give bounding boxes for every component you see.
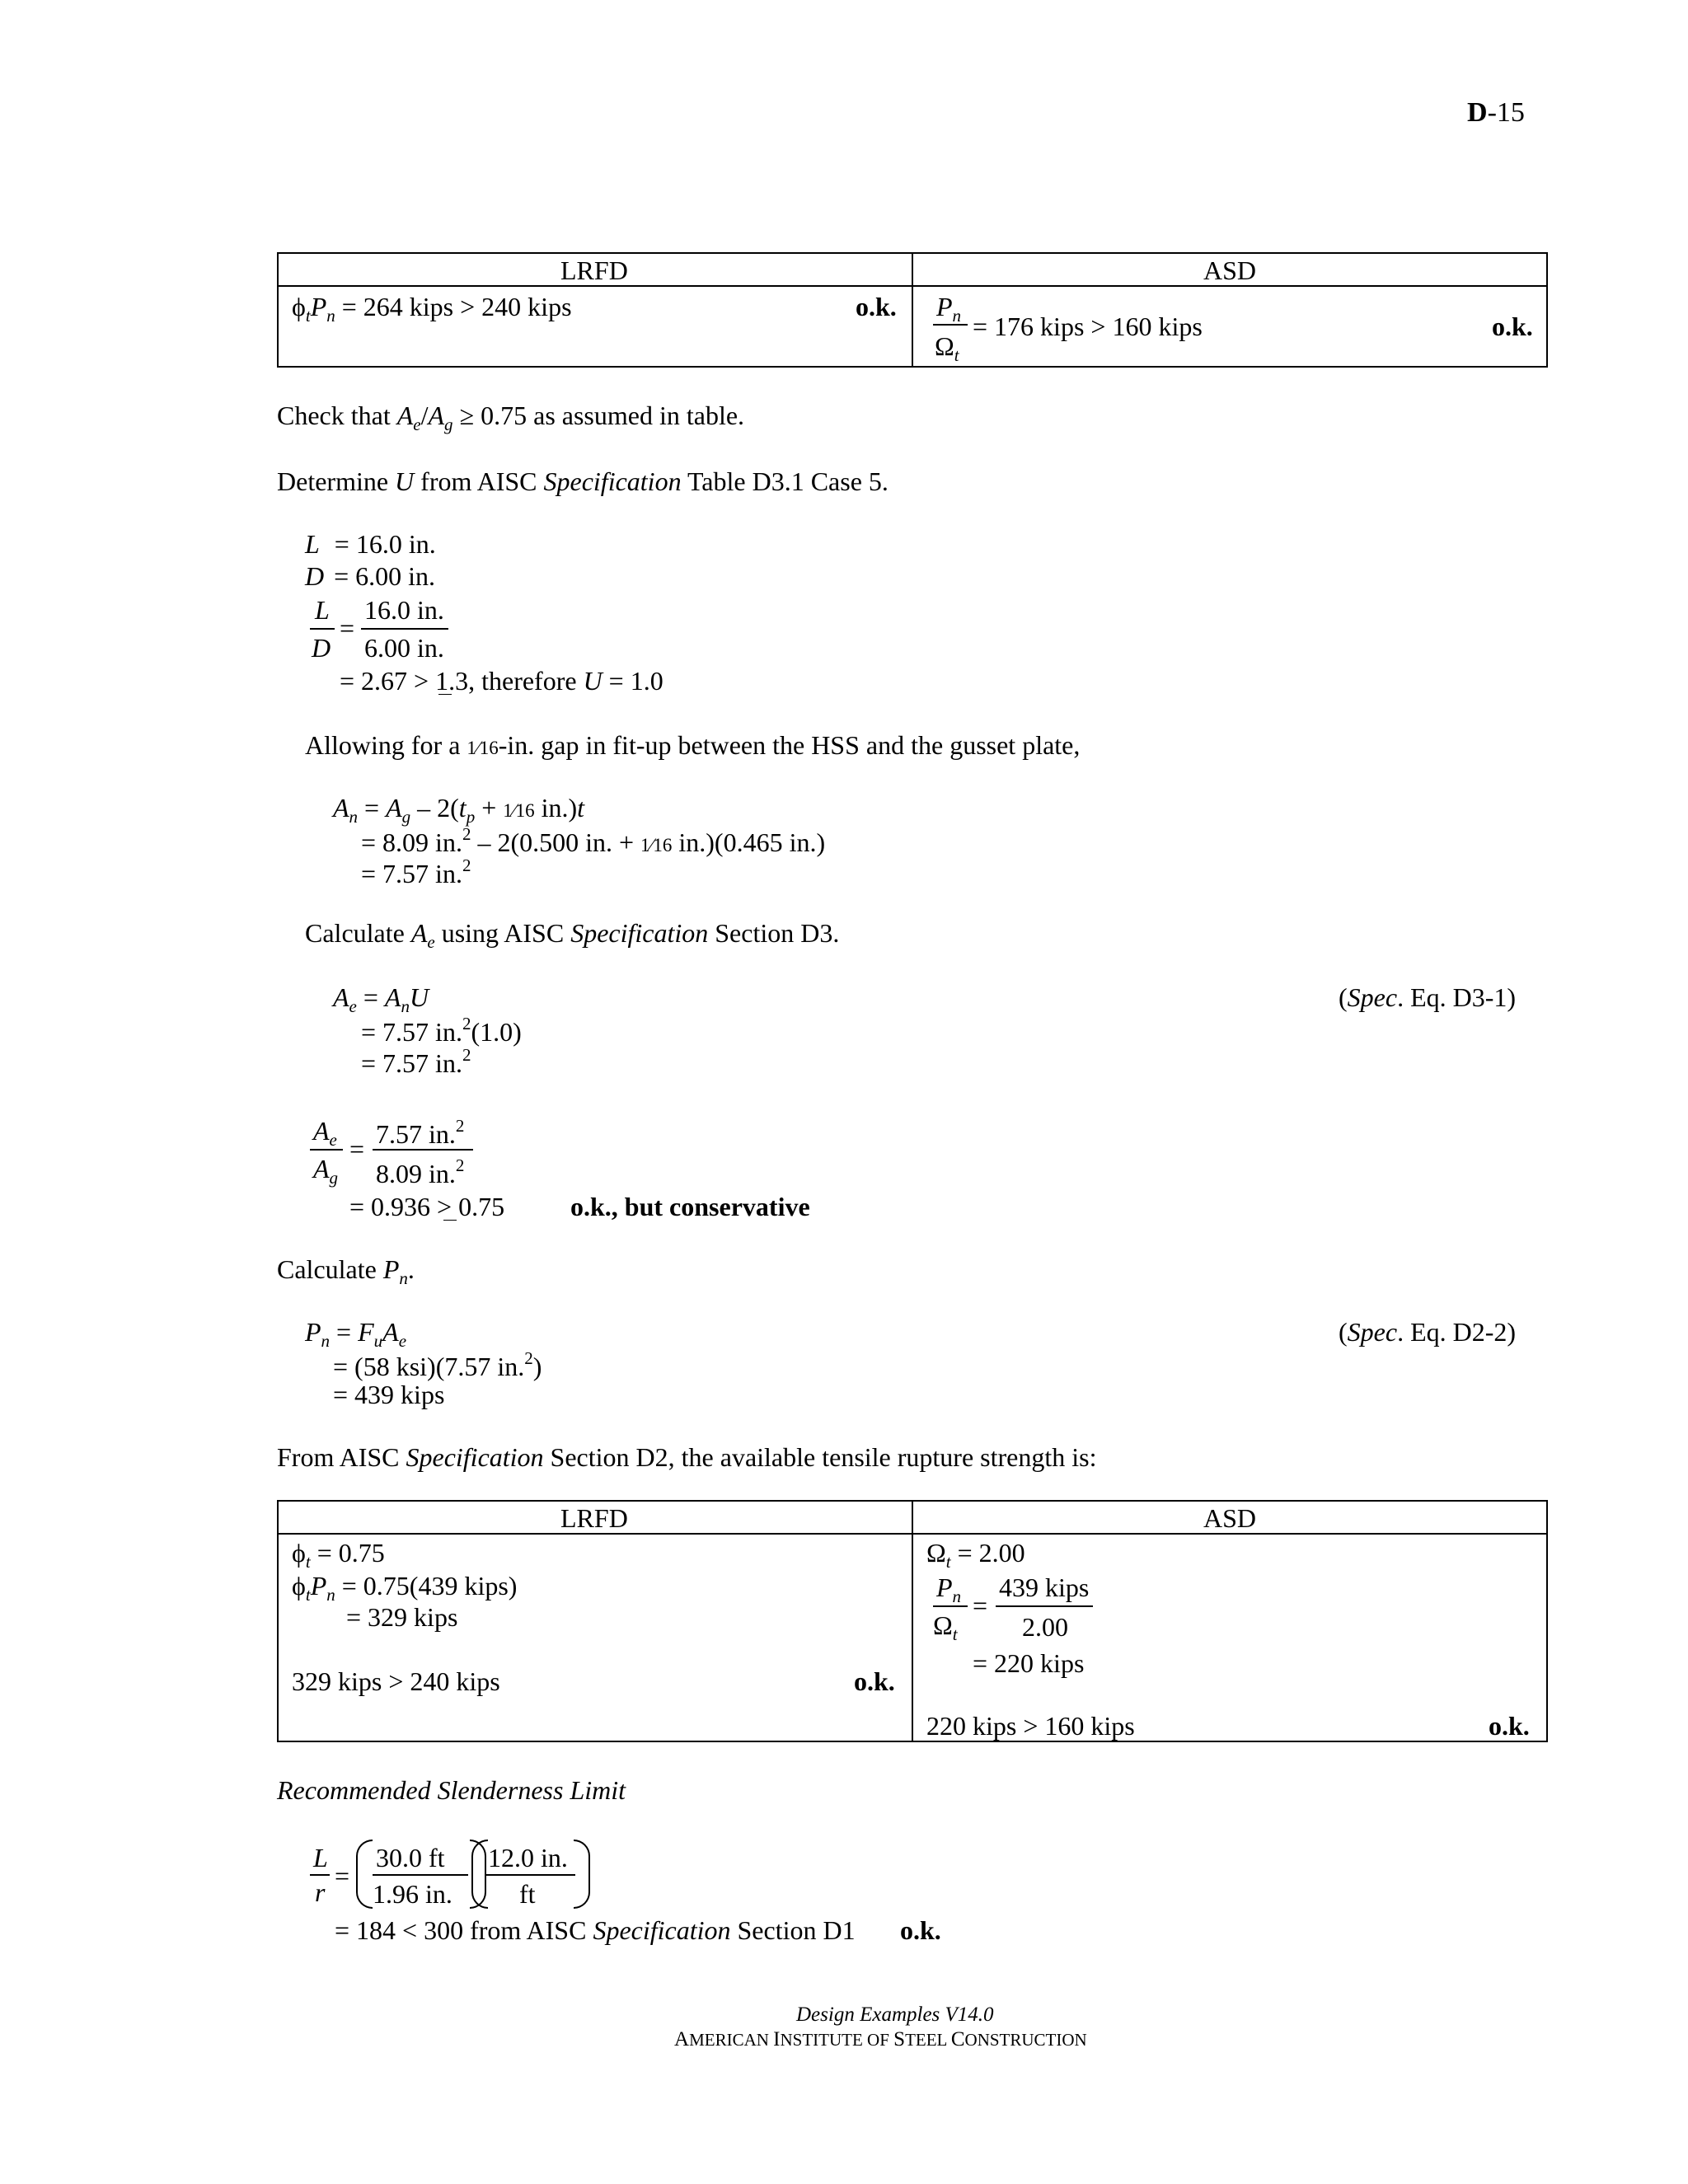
table2-asd-frac-num-left: $P_n$ <box>936 1572 962 1606</box>
page-number: D-15 <box>1467 97 1525 128</box>
ratio-fraction-bar-left <box>310 1149 343 1151</box>
pn-eq-line1: $P_n = F_uA_e$ <box>305 1317 407 1351</box>
ratio-frac-den-left: $A_g$ <box>313 1154 339 1188</box>
table1-asd-frac-num: $P_n$ <box>936 292 962 326</box>
paren2-numerator: 12.0 in. <box>488 1843 568 1872</box>
table1-lrfd-result: $\phi_tP_n = 264$ kips > 240 kips <box>292 292 572 326</box>
ratio-frac-num-left: $A_e$ <box>313 1116 337 1150</box>
ld-ratio-result: = 2.67 > 1.3, therefore U = 1.0 <box>340 666 663 696</box>
diameter-d-line: D = 6.00 in. <box>305 561 436 591</box>
ld-fraction-bar-left <box>310 628 335 630</box>
net-area-eq-line1: $A_n = A_g - 2(t_p$ + 1⁄16 in.)t <box>333 793 585 827</box>
ratio-result: = 0.936 > 0.75 <box>349 1192 505 1221</box>
slenderness-ok: o.k. <box>900 1915 941 1945</box>
ratio-fraction-bar-right <box>373 1149 473 1151</box>
slenderness-heading: Recommended Slenderness Limit <box>277 1775 626 1805</box>
spec-eq-d3-1: (Spec. Eq. D3-1) <box>1339 982 1517 1012</box>
net-area-eq-line3: = 7.57 in.$^2$ <box>361 855 471 888</box>
ld-numerator: 16.0 in. <box>364 595 444 625</box>
gap-allowance-text: Allowing for a 1⁄16-in. gap in fit-up between the HSS and the gusset plate, <box>305 730 1081 760</box>
pn-eq-line2: = (58 ksi)(7.57 in.$^2$) <box>333 1348 542 1381</box>
table1-header-asd: ASD <box>1203 255 1257 285</box>
table2-asd-denominator: 2.00 <box>1022 1612 1068 1642</box>
check-ratio-text: Check that $A_e/A_g \ge 0.75$ as assumed in table. <box>277 401 745 434</box>
ratio-denominator: 8.09 in.$^2$ <box>376 1155 465 1188</box>
footer-title: Design Examples V14.0 <box>796 2004 994 2026</box>
from-aisc-text: From AISC Specification Section D2, the available tensile rupture strength is: <box>277 1442 1097 1472</box>
paren2-denominator: ft <box>519 1879 536 1909</box>
table2-asd-bar-right <box>996 1605 1093 1607</box>
ld-denominator: 6.00 in. <box>364 633 444 663</box>
lr-frac-num: L <box>313 1843 328 1872</box>
ratio-verdict: o.k., but conservative <box>570 1192 810 1221</box>
table2-lrfd-phipn-result: = 329 kips <box>346 1602 458 1632</box>
paren1-fraction-bar <box>373 1874 468 1876</box>
table1-header-lrfd: LRFD <box>560 255 628 285</box>
ld-frac-num: L <box>315 595 330 625</box>
table1-asd-ok: o.k. <box>1492 312 1533 341</box>
table2-asd-numerator: 439 kips <box>999 1572 1090 1602</box>
table2-lrfd-ok: o.k. <box>854 1666 895 1696</box>
determine-u-text: Determine U from AISC Specification Table D3.1 Case 5. <box>277 466 889 496</box>
pn-eq-line3: = 439 kips <box>333 1380 445 1409</box>
paren1 <box>356 1840 373 1909</box>
table2-header-asd: ASD <box>1203 1503 1257 1533</box>
ge-underline <box>438 694 452 695</box>
effective-area-eq-line2: = 7.57 in.$^2$(1.0) <box>361 1014 522 1047</box>
ld-equals: = <box>340 613 355 643</box>
table2-column-divider <box>912 1500 913 1742</box>
ld-fraction-bar-right <box>361 628 448 630</box>
length-l-line: L = 16.0 in. <box>305 529 436 559</box>
lr-frac-den: r <box>315 1877 326 1907</box>
table1-asd-frac-den: $\Omega_t$ <box>935 331 959 365</box>
ld-frac-den: D <box>312 633 331 663</box>
ge-underline-2 <box>443 1220 457 1221</box>
spec-eq-d2-2: (Spec. Eq. D2-2) <box>1339 1317 1517 1347</box>
paren2-fraction-bar <box>486 1874 575 1876</box>
footer-publisher: AMERICAN INSTITUTE OF STEEL CONSTRUCTION <box>674 2028 1087 2050</box>
ratio-numerator: 7.57 in.$^2$ <box>376 1116 465 1149</box>
table2-asd-omega: $\Omega_t = 2.00$ <box>926 1538 1025 1572</box>
table2-lrfd-compare: 329 kips > 240 kips <box>292 1666 500 1696</box>
effective-area-eq-line1: $A_e = A_nU$ <box>333 982 429 1016</box>
table2-lrfd-phipn: $\phi_tP_n = 0.75(439$ kips) <box>292 1571 518 1605</box>
table2-lrfd-phi: $\phi_t = 0.75$ <box>292 1538 385 1572</box>
table2-asd-frac-den-left: $\Omega_t$ <box>933 1610 958 1644</box>
paren2-close <box>574 1840 590 1909</box>
table2-header-lrfd: LRFD <box>560 1503 628 1533</box>
ratio-equals: = <box>349 1134 365 1164</box>
table1-asd-fraction-bar <box>933 324 968 326</box>
table1-lrfd-ok: o.k. <box>856 292 897 321</box>
paren1-numerator: 30.0 ft <box>376 1843 445 1872</box>
table1-column-divider <box>912 252 913 368</box>
net-area-eq-line2: = 8.09 in.$^2$ – 2(0.500 in. + 1⁄16 in.)(0.465 in.) <box>361 824 826 857</box>
table2-asd-result: = 220 kips <box>973 1648 1085 1678</box>
calc-pn-text: Calculate $P_n$. <box>277 1254 415 1288</box>
calc-ae-text: Calculate $A_e$ using AISC Specification Section D3. <box>305 918 840 952</box>
table2-asd-compare: 220 kips > 160 kips <box>926 1711 1135 1741</box>
table2-asd-bar-left <box>933 1605 968 1607</box>
effective-area-eq-line3: = 7.57 in.$^2$ <box>361 1045 471 1078</box>
slenderness-result: = 184 < 300 from AISC Specification Section D1 <box>335 1915 856 1945</box>
lr-fraction-bar <box>310 1874 330 1876</box>
table2-asd-equals: = <box>973 1591 988 1620</box>
paren2 <box>471 1840 488 1909</box>
table2-asd-ok: o.k. <box>1489 1711 1530 1741</box>
table1-asd-result: = 176 kips > 160 kips <box>973 312 1203 341</box>
paren1-denominator: 1.96 in. <box>373 1879 452 1909</box>
lr-equals: = <box>335 1861 350 1891</box>
